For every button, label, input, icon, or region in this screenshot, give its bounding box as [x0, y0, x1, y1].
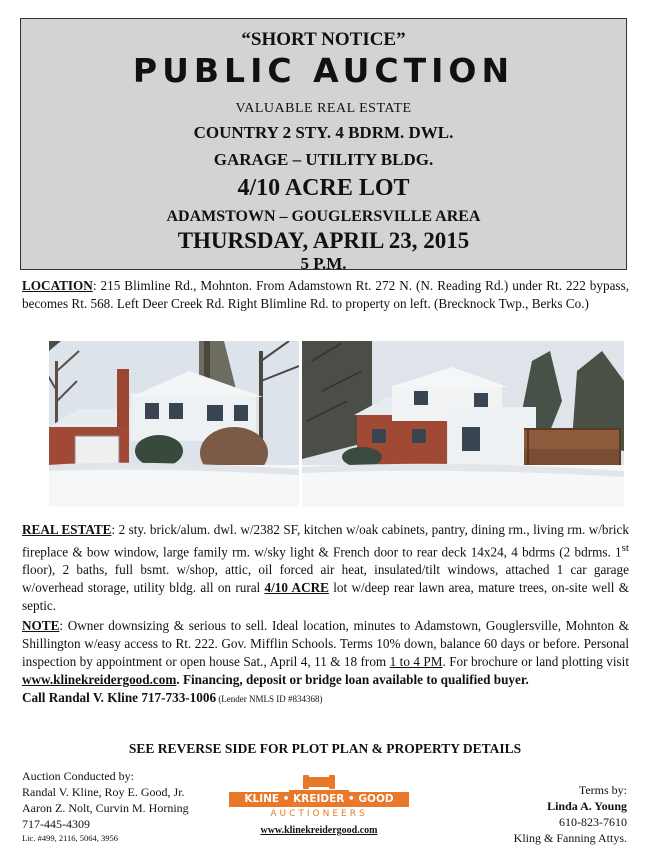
terms-label: Terms by:	[578, 783, 627, 797]
logo-name-bar: KLINE • KREIDER • GOOD	[229, 792, 409, 807]
lender-nmls-id: (Lender NMLS ID #834368)	[216, 694, 323, 704]
financing-text: . Financing, deposit or bridge loan available to qualified buyer.	[176, 672, 529, 687]
conducted-by-label: Auction Conducted by:	[22, 769, 134, 783]
short-notice-label: “SHORT NOTICE”	[241, 29, 406, 50]
auctioneer-logo	[229, 774, 409, 838]
house-front-photo	[49, 341, 299, 507]
auctioneers-line2: Aaron Z. Nolt, Curvin M. Horning	[22, 801, 189, 815]
auction-date: THURSDAY, APRIL 23, 2015	[177, 228, 470, 253]
superscript-st: st	[621, 542, 629, 554]
real-estate-paragraph	[22, 521, 629, 615]
call-contact: Call Randal V. Kline 717-733-1006	[22, 690, 217, 705]
auction-header-box	[20, 18, 627, 273]
reverse-side-notice: SEE REVERSE SIDE FOR PLOT PLAN & PROPERTY DETAILS	[128, 741, 522, 756]
house-rear-photo	[302, 341, 624, 507]
auctioneer-phone: 717-445-4309	[22, 817, 90, 831]
logo-website-link[interactable]: www.klinekreidergood.com	[260, 825, 378, 836]
license-numbers: Lic. #499, 2116, 5064, 3956	[22, 833, 119, 843]
auctioneers-line1: Randal V. Kline, Roy E. Good, Jr.	[22, 785, 185, 799]
property-summary-line1: COUNTRY 2 STY. 4 BDRM. DWL.	[193, 123, 454, 142]
real-estate-text-3: lot w/deep rear lawn area, mature trees, on-site well & septic.	[22, 580, 629, 614]
area-heading: ADAMSTOWN – GOUGLERSVILLE AREA	[166, 208, 481, 225]
auction-title: PUBLIC AUCTION	[132, 51, 515, 90]
real-estate-text: : 2 sty. brick/alum. dwl. w/2382 SF, kitchen w/oak cabinets, pantry, dining rm., living rm. w/brick fireplace & bow window, large family rm. w/sky light & French door to rear deck 14x24, 4 bdrms (2 bdrms. 1	[22, 522, 629, 560]
property-photos	[49, 341, 624, 507]
auction-conducted-by	[22, 768, 189, 844]
location-text: : 215 Blimline Rd., Mohnton. From Adamstown Rt. 272 N. (N. Reading Rd.) under Rt. 222 bypass, becomes Rt. 568. Left Deer Creek Rd. Right Blimline Rd. to property on left. (Brecknock Twp., Berks Co.)	[22, 278, 629, 311]
note-label: NOTE	[22, 618, 60, 633]
note-text: : Owner downsizing & serious to sell. Ideal location, minutes to Adamstown, Gouglersville, Mohnton & Shillington w/easy access to Rt. 222. Gov. Mifflin Schools. Terms 10% down, balance 60 days or before. Personal inspection by appointment or open house Sat., April 4, 11 & 18 from	[22, 618, 629, 669]
lot-size-emphasis: 4/10 ACRE	[264, 580, 329, 596]
real-estate-text-2: floor), 2 baths, full bsmt. w/shop, attic, oil forced air heat, insulated/tilt windows, attached 1 car garage w/overhead storage, utility bldg. all on rural	[22, 562, 629, 596]
open-house-hours: 1 to 4 PM	[389, 654, 443, 669]
note-text-2: . For brochure or land plotting visit	[442, 654, 629, 669]
lot-size-heading: 4/10 ACRE LOT	[237, 175, 410, 201]
attorney-name: Linda A. Young	[547, 799, 627, 813]
attorney-phone: 610-823-7610	[559, 815, 627, 829]
property-summary-line2: GARAGE – UTILITY BLDG.	[213, 150, 434, 169]
location-label: LOCATION	[22, 278, 93, 293]
note-paragraph	[22, 617, 629, 708]
gavel-icon	[229, 774, 409, 794]
location-paragraph	[22, 277, 629, 313]
website-link[interactable]: www.klinekreidergood.com	[22, 672, 177, 687]
real-estate-label: REAL ESTATE	[22, 522, 112, 537]
auction-subtitle: VALUABLE REAL ESTATE	[235, 101, 412, 116]
terms-by	[514, 782, 627, 846]
auction-time: 5 P.M.	[300, 254, 347, 273]
law-firm: Kling & Fanning Attys.	[513, 831, 627, 845]
logo-tagline: AUCTIONEERS	[270, 809, 368, 819]
